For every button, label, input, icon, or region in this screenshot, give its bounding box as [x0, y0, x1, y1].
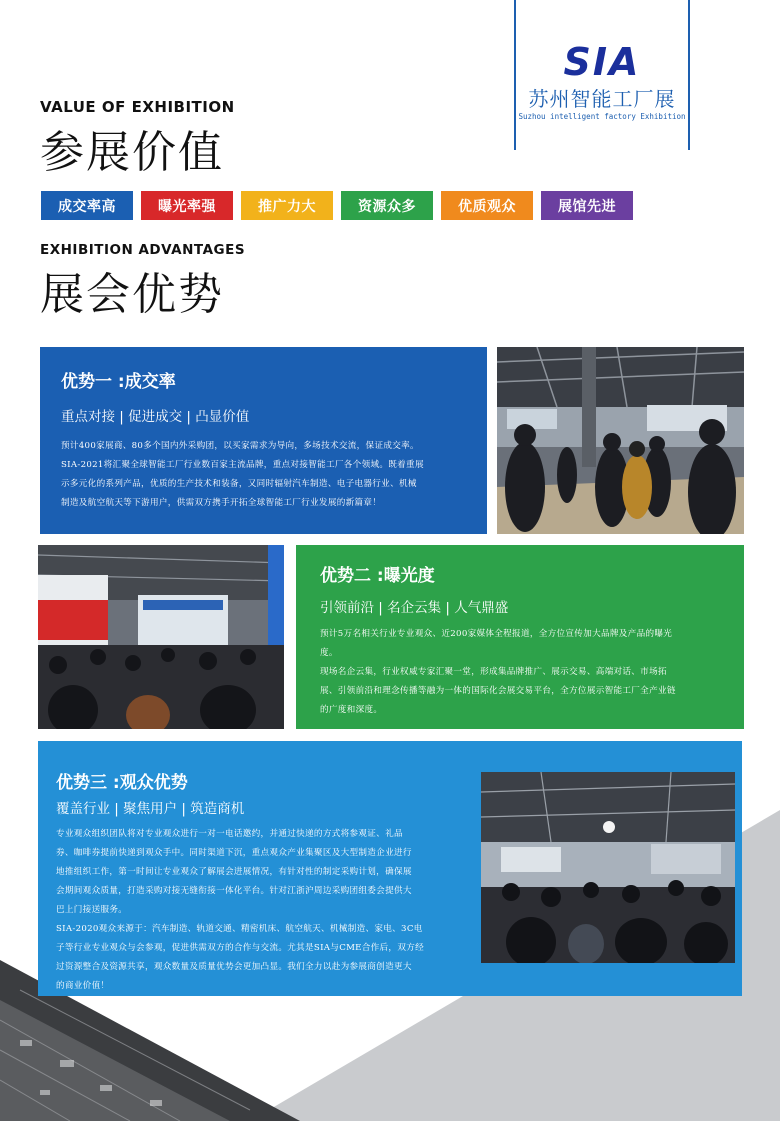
value-tag: 曝光率强 — [141, 191, 233, 220]
advantages-heading-en: EXHIBITION ADVANTAGES — [40, 242, 246, 258]
advantage-subtitle: 覆盖行业 | 聚焦用户 | 筑造商机 — [56, 801, 245, 817]
advantage-title: 优势三 :观众优势 — [56, 773, 188, 793]
advantage-subtitle: 引领前沿 | 名企云集 | 人气鼎盛 — [320, 600, 509, 616]
advantage-body — [56, 825, 474, 996]
body-line: 会期间观众质量，打造采购对接无缝衔接一体化平台。针对江浙沪周边采购团组委会提供大 — [56, 886, 412, 896]
value-heading-cn: 参展价值 — [40, 127, 224, 178]
body-line: 现场名企云集，行业权威专家汇聚一堂，形成集品牌推广、展示交易、高端对话、市场拓 — [320, 667, 667, 677]
advantage-body — [320, 625, 732, 720]
advantage-body — [61, 437, 476, 513]
value-tag: 推广力大 — [241, 191, 333, 220]
logo-english-name: Suzhou intelligent factory Exhibition — [518, 112, 686, 121]
body-line: 的广度和深度。 — [320, 705, 383, 715]
logo-box — [514, 0, 690, 150]
body-line: 专业观众组织团队将对专业观众进行一对一电话邀约，并通过快递的方式将参观证、礼品 — [56, 829, 403, 839]
advantage-subtitle: 重点对接 | 促进成交 | 凸显价值 — [61, 409, 250, 425]
sia-logo: SIA — [563, 40, 641, 84]
body-line: 子等行业专业观众与会参观，促进供需双方的合作与交流。尤其是SIA与CME合作后，双方经 — [56, 943, 425, 953]
value-heading-en: VALUE OF EXHIBITION — [40, 98, 235, 116]
body-line: 预计400家展商、80多个国内外采购团，以买家需求为导向，多场技术交流，保证成交率。 — [61, 441, 419, 451]
body-line: 巴上门接送服务。 — [56, 905, 128, 915]
body-line: 的商业价值！ — [56, 981, 110, 991]
body-line: 地推组织工作，第一时间让专业观众了解展会进展情况，有针对性的制定采购计划，确保展 — [56, 867, 412, 877]
body-line: 示多元化的系列产品，优质的生产技术和装备，又同时辐射汽车制造、电子电器行业、机械 — [61, 479, 417, 489]
value-tag: 资源众多 — [341, 191, 433, 220]
exhibition-hall-photo-2 — [38, 545, 284, 729]
body-line: 券、咖啡券提前快递到观众手中。同时渠道下沉，重点观众产业集聚区及大型制造企业进行 — [56, 848, 412, 858]
advantage-title: 优势二 :曝光度 — [320, 566, 435, 586]
body-line: 度。 — [320, 648, 338, 658]
body-line: SIA-2020观众来源于：汽车制造、轨道交通、精密机床、航空航天、机械制造、家电、3C电 — [56, 924, 423, 934]
value-tag: 优质观众 — [441, 191, 533, 220]
advantage-panel-1 — [40, 347, 487, 534]
exhibition-hall-photo-1 — [497, 347, 744, 534]
body-line: 展、引领前沿和理念传播等融为一体的国际化会展交易平台，全方位展示智能工厂全产业链 — [320, 686, 676, 696]
body-line: 过资源整合及资源共享，观众数量及质量优势会更加凸显。我们全力以赴为参展商创造更大 — [56, 962, 412, 972]
value-tags — [41, 191, 633, 220]
exhibition-hall-photo-3 — [481, 772, 735, 963]
advantage-panel-2 — [296, 545, 744, 729]
body-line: 制造及航空航天等下游用户，供需双方携手开拓全球智能工厂行业发展的新篇章！ — [61, 498, 382, 508]
body-line: SIA-2021将汇聚全球智能工厂行业数百家主流品牌，重点对接智能工厂各个领域。既着重展 — [61, 460, 424, 470]
value-tag: 展馆先进 — [541, 191, 633, 220]
body-line: 预计5万名相关行业专业观众、近200家媒体全程报道，全方位宣传加大品牌及产品的曝光 — [320, 629, 673, 639]
advantages-heading-cn: 展会优势 — [40, 269, 224, 320]
value-tag: 成交率高 — [41, 191, 133, 220]
logo-chinese-name: 苏州智能工厂展 — [528, 87, 676, 111]
advantage-title: 优势一 :成交率 — [61, 372, 176, 392]
